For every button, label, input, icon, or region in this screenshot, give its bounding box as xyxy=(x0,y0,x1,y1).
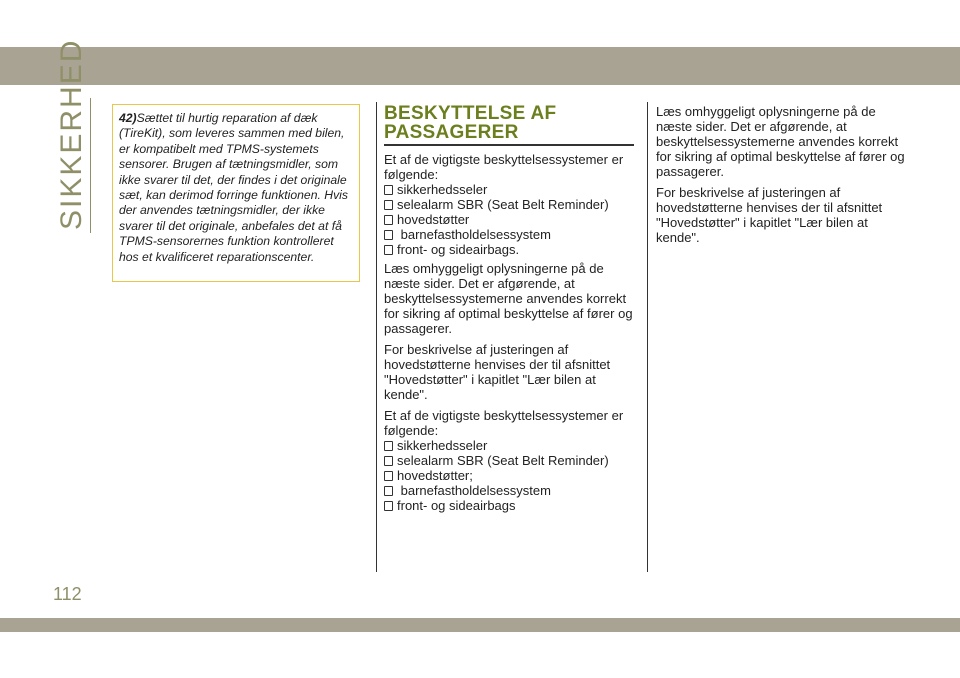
list-item-label: selealarm SBR (Seat Belt Reminder) xyxy=(397,453,609,468)
checklist-1 xyxy=(384,182,640,257)
right-paragraph-1: Læs omhyggeligt oplysningerne på de næste sider. Det er afgørende, at beskyttelsessystemerne anvendes korrekt for sikring af optimal beskyttelse af fører og passagerer. xyxy=(656,104,905,179)
side-label-rule xyxy=(90,98,91,233)
column-divider-2 xyxy=(647,102,648,572)
list-item xyxy=(384,453,640,468)
column-divider-1 xyxy=(376,102,377,572)
footer-band xyxy=(0,618,960,632)
note-paragraph xyxy=(119,111,353,265)
list-item-label: hovedstøtter; xyxy=(397,468,473,483)
checkbox-icon xyxy=(384,200,393,210)
heading-rule xyxy=(384,144,634,146)
note-box xyxy=(112,104,360,282)
heading-line-2: PASSAGERER xyxy=(384,122,519,143)
checkbox-icon xyxy=(384,185,393,195)
body-paragraph-1: Læs omhyggeligt oplysningerne på de næste sider. Det er afgørende, at beskyttelsessystemerne anvendes korrekt for sikring af optimal beskyttelse af fører og passagerer. xyxy=(384,261,633,336)
section-heading xyxy=(384,104,640,142)
list-item xyxy=(384,242,640,257)
list-item-label: front- og sideairbags xyxy=(397,498,516,513)
list-item-label: barnefastholdelsessystem xyxy=(397,483,551,498)
checkbox-icon xyxy=(384,486,393,496)
list-item xyxy=(384,212,640,227)
checkbox-icon xyxy=(384,230,393,240)
right-paragraph-2: For beskrivelse af justeringen af hovedstøtterne henvises der til afsnittet "Hovedstøtter" i kapitlet "Lær bilen at kende". xyxy=(656,185,883,245)
checkbox-icon xyxy=(384,456,393,466)
checkbox-icon xyxy=(384,245,393,255)
checkbox-icon xyxy=(384,471,393,481)
note-number: 42) xyxy=(119,111,137,125)
list-item-label: selealarm SBR (Seat Belt Reminder) xyxy=(397,197,609,212)
checklist-2 xyxy=(384,438,640,513)
checkbox-icon xyxy=(384,501,393,511)
list-item xyxy=(384,182,640,197)
middle-column xyxy=(384,104,640,517)
page-number: 112 xyxy=(53,584,82,604)
list-item-label: front- og sideairbags. xyxy=(397,242,520,257)
list-item-label: sikkerhedsseler xyxy=(397,182,488,197)
list-item-label: sikkerhedsseler xyxy=(397,438,488,453)
list-item xyxy=(384,498,640,513)
checkbox-icon xyxy=(384,215,393,225)
list-item xyxy=(384,468,640,483)
note-text: Sættet til hurtig reparation af dæk (TireKit), som leveres sammen med bilen, er kompatibelt med TPMS-systemets sensorer. Brugen af tætningsmidler, som ikke svarer til det, der findes i det originale sæt, kan derimod forringe funktionen. Hvis der anvendes tætningsmidler, der ikke svarer til det originale, anbefales det at få TPMS-sensorernes funktion kontrolleret hos et kvalificeret reparationscenter. xyxy=(119,111,348,264)
body-paragraph-2: For beskrivelse af justeringen af hovedstøtterne henvises der til afsnittet "Hovedstøtter" i kapitlet "Lær bilen at kende". xyxy=(384,342,611,402)
header-band xyxy=(0,47,960,85)
list-item xyxy=(384,197,640,212)
list-item xyxy=(384,483,640,498)
chapter-side-label: SIKKERHED xyxy=(55,38,88,230)
list-item-label: barnefastholdelsessystem xyxy=(397,227,551,242)
list-item-label: hovedstøtter xyxy=(397,212,470,227)
intro-text-1: Et af de vigtigste beskyttelsessystemer er følgende: xyxy=(384,152,624,182)
list-item xyxy=(384,438,640,453)
intro-text-2: Et af de vigtigste beskyttelsessystemer er følgende: xyxy=(384,408,624,438)
checkbox-icon xyxy=(384,441,393,451)
list-item xyxy=(384,227,640,242)
heading-line-1: BESKYTTELSE AF xyxy=(384,103,557,124)
right-column xyxy=(656,104,912,251)
